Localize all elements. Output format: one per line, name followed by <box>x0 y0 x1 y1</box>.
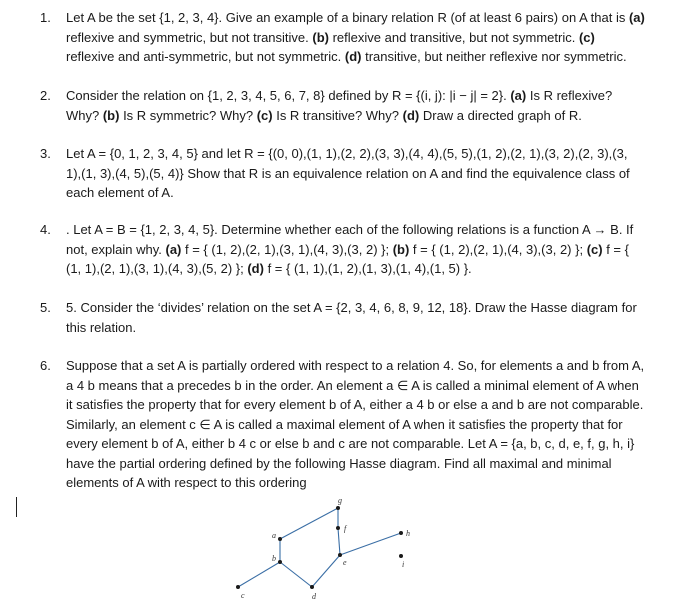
text-cursor <box>16 497 17 517</box>
node-d <box>310 585 314 589</box>
node-label-b: b <box>272 554 276 563</box>
node-i <box>399 554 403 558</box>
edge-c-b <box>238 562 280 587</box>
edge-a-g <box>280 508 338 539</box>
node-b <box>278 560 282 564</box>
node-label-a: a <box>272 531 276 540</box>
question-number: 4. <box>40 222 51 237</box>
question-number: 3. <box>40 146 51 161</box>
edge-e-h <box>340 533 401 555</box>
question-number: 2. <box>40 88 51 103</box>
node-label-g: g <box>338 496 342 505</box>
node-e <box>338 553 342 557</box>
question-text: Let A = {0, 1, 2, 3, 4, 5} and let R = {(0, 0),(1, 1),(2, 2),(3, 3),(4, 4),(5, 5),(1, 2),(2, 1),(3, 2),(2, 3),(3, 1),(1, 3),(4, 5),(5, 4)} Show that R is an equivalence relation on A and find the equivalence class of each element of A. <box>66 146 630 200</box>
edge-b-d <box>280 562 312 587</box>
question-number: 6. <box>40 358 51 373</box>
edge-e-f <box>338 528 340 555</box>
question-number: 5. <box>40 300 51 315</box>
node-label-i: i <box>402 560 405 569</box>
hasse-diagram <box>220 495 430 607</box>
question-text: 5. Consider the ‘divides’ relation on the set A = {2, 3, 4, 6, 8, 9, 12, 18}. Draw the Hasse diagram for this relation. <box>66 300 637 335</box>
edge-d-e <box>312 555 340 587</box>
question-text: Suppose that a set A is partially ordered with respect to a relation 4. So, for elements a and b from A, a 4 b means that a precedes b in the order. An element a ∈ A is called a minimal element of A when it satisfies the property that for every element b of A, either a 4 b or else a and b are not comparable. Similarly, an element c ∈ A is called a maximal element of A when it satisfies the property that for every element b of A, either b 4 c or else b and c are not comparable. Let A = {a, b, c, d, e, f, g, h, i} have the partial ordering defined by the following Hasse diagram. Find all maximal and minimal elements of A with respect to this ordering <box>66 358 645 490</box>
node-label-f: f <box>344 524 347 533</box>
question-text: Let A be the set {1, 2, 3, 4}. Give an example of a binary relation R (of at least 6 pairs) on A that is (a) reflexive and symmetric, but not transitive. (b) reflexive and transitive, but not symmetric. (c) reflexive and anti-symmetric, but not symmetric. (d) transitive, but neither reflexive nor symmetric. <box>66 10 645 64</box>
node-h <box>399 531 403 535</box>
node-f <box>336 526 340 530</box>
node-label-d: d <box>312 592 316 601</box>
question-number: 1. <box>40 10 51 25</box>
node-g <box>336 506 340 510</box>
node-a <box>278 537 282 541</box>
node-c <box>236 585 240 589</box>
question-text: . Let A = B = {1, 2, 3, 4, 5}. Determine whether each of the following relations is a function A → B. If not, explain why. (a) f = { (1, 2),(2, 1),(3, 1),(4, 3),(3, 2) }; (b) f = { (1, 2),(2, 1),(4, 3),(3, 2) }; (c) f = { (1, 1),(2, 1),(3, 1),(4, 3),(5, 2) }; (d) f = { (1, 1),(1, 2),(1, 3),(1, 4),(1, 5) }. <box>66 222 634 276</box>
node-label-h: h <box>406 529 410 538</box>
node-label-e: e <box>343 558 347 567</box>
question-text: Consider the relation on {1, 2, 3, 4, 5, 6, 7, 8} defined by R = {(i, j): |i − j| = 2}. (a) Is R reflexive? Why? (b) Is R symmetric? Why? (c) Is R transitive? Why? (d) Draw a directed graph of R. <box>66 88 613 123</box>
node-label-c: c <box>241 591 245 600</box>
